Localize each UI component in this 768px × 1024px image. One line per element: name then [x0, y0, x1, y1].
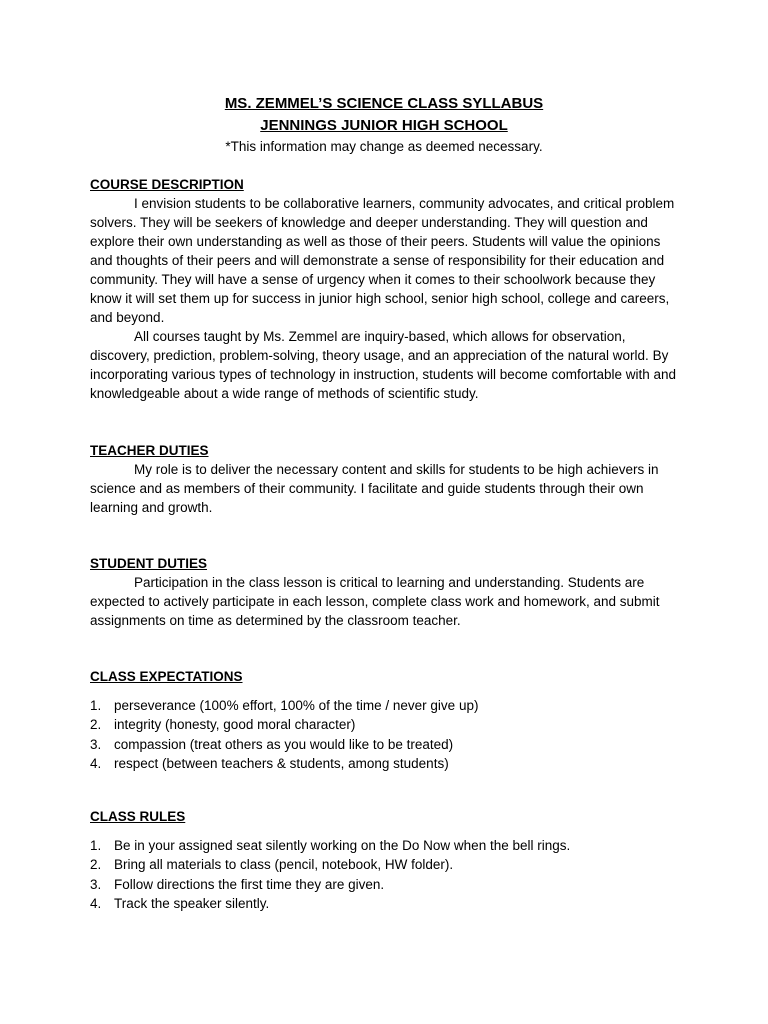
class-expectations-list	[90, 696, 680, 773]
teacher-duties-heading: TEACHER DUTIES	[90, 443, 209, 458]
list-item	[90, 696, 680, 715]
course-description-section	[90, 175, 680, 403]
page-title: MS. ZEMMEL’S SCIENCE CLASS SYLLABUS	[224, 95, 544, 112]
list-text: Bring all materials to class (pencil, notebook, HW folder).	[114, 857, 454, 873]
list-number: 2.	[90, 717, 102, 733]
teacher-duties-paragraph: My role is to deliver the necessary content and skills for students to be high achievers in science and as members of their community. I facilitate and guide students through their own learning and growth.	[90, 462, 659, 515]
student-duties-section	[90, 554, 680, 630]
student-duties-paragraph: Participation in the class lesson is critical to learning and understanding. Students are expected to actively participate in each lesson, complete class work and homework, and submit assignments on time as determined by the classroom teacher.	[90, 575, 660, 628]
school-name: JENNINGS JUNIOR HIGH SCHOOL	[260, 117, 508, 134]
class-rules-section	[90, 807, 680, 913]
list-text: compassion (treat others as you would like to be treated)	[114, 736, 454, 752]
course-description-heading: COURSE DESCRIPTION	[90, 177, 244, 192]
list-item	[90, 855, 680, 874]
list-number: 4.	[90, 895, 102, 911]
list-number: 2.	[90, 857, 102, 873]
teacher-duties-section	[90, 441, 680, 517]
list-text: Be in your assigned seat silently working on the Do Now when the bell rings.	[114, 838, 571, 853]
class-expectations-heading: CLASS EXPECTATIONS	[90, 669, 243, 684]
list-text: Follow directions the first time they are given.	[114, 876, 385, 892]
list-item	[90, 875, 680, 894]
class-rules-list	[90, 836, 680, 913]
list-number: 4.	[90, 755, 102, 771]
list-item	[90, 754, 680, 773]
list-item	[90, 894, 680, 913]
list-number: 3.	[90, 736, 102, 752]
list-number: 3.	[90, 876, 102, 892]
list-text: perseverance (100% effort, 100% of the time / never give up)	[114, 698, 479, 713]
change-notice: *This information may change as deemed necessary.	[225, 139, 543, 154]
course-description-paragraph-1: I envision students to be collaborative learners, community advocates, and critical problem solvers. They will be seekers of knowledge and deeper understanding. They will question and explore their own understanding as well as those of their peers. Students will value the opinions and thoughts of their peers and will demonstrate a sense of responsibility for their education and community. They will have a sense of urgency when it comes to their schoolwork because they know it will set them up for success in junior high school, senior high school, college and careers, and beyond.	[90, 196, 675, 325]
list-item	[90, 735, 680, 754]
list-number: 1.	[90, 698, 102, 713]
class-rules-heading: CLASS RULES	[90, 809, 186, 824]
list-number: 1.	[90, 838, 102, 853]
list-text: integrity (honesty, good moral character)	[114, 717, 356, 733]
student-duties-heading: STUDENT DUTIES	[90, 556, 208, 571]
list-item	[90, 715, 680, 734]
list-text: Track the speaker silently.	[114, 895, 270, 911]
course-description-paragraph-2: All courses taught by Ms. Zemmel are inquiry-based, which allows for observation, discovery, prediction, problem-solving, theory usage, and an appreciation of the natural world. By incorporating various types of technology in instruction, students will become comfortable with and knowledgeable about a wide range of methods of scientific study.	[90, 329, 677, 401]
list-item	[90, 836, 680, 855]
class-expectations-section	[90, 667, 680, 773]
list-text: respect (between teachers & students, among students)	[114, 755, 449, 771]
